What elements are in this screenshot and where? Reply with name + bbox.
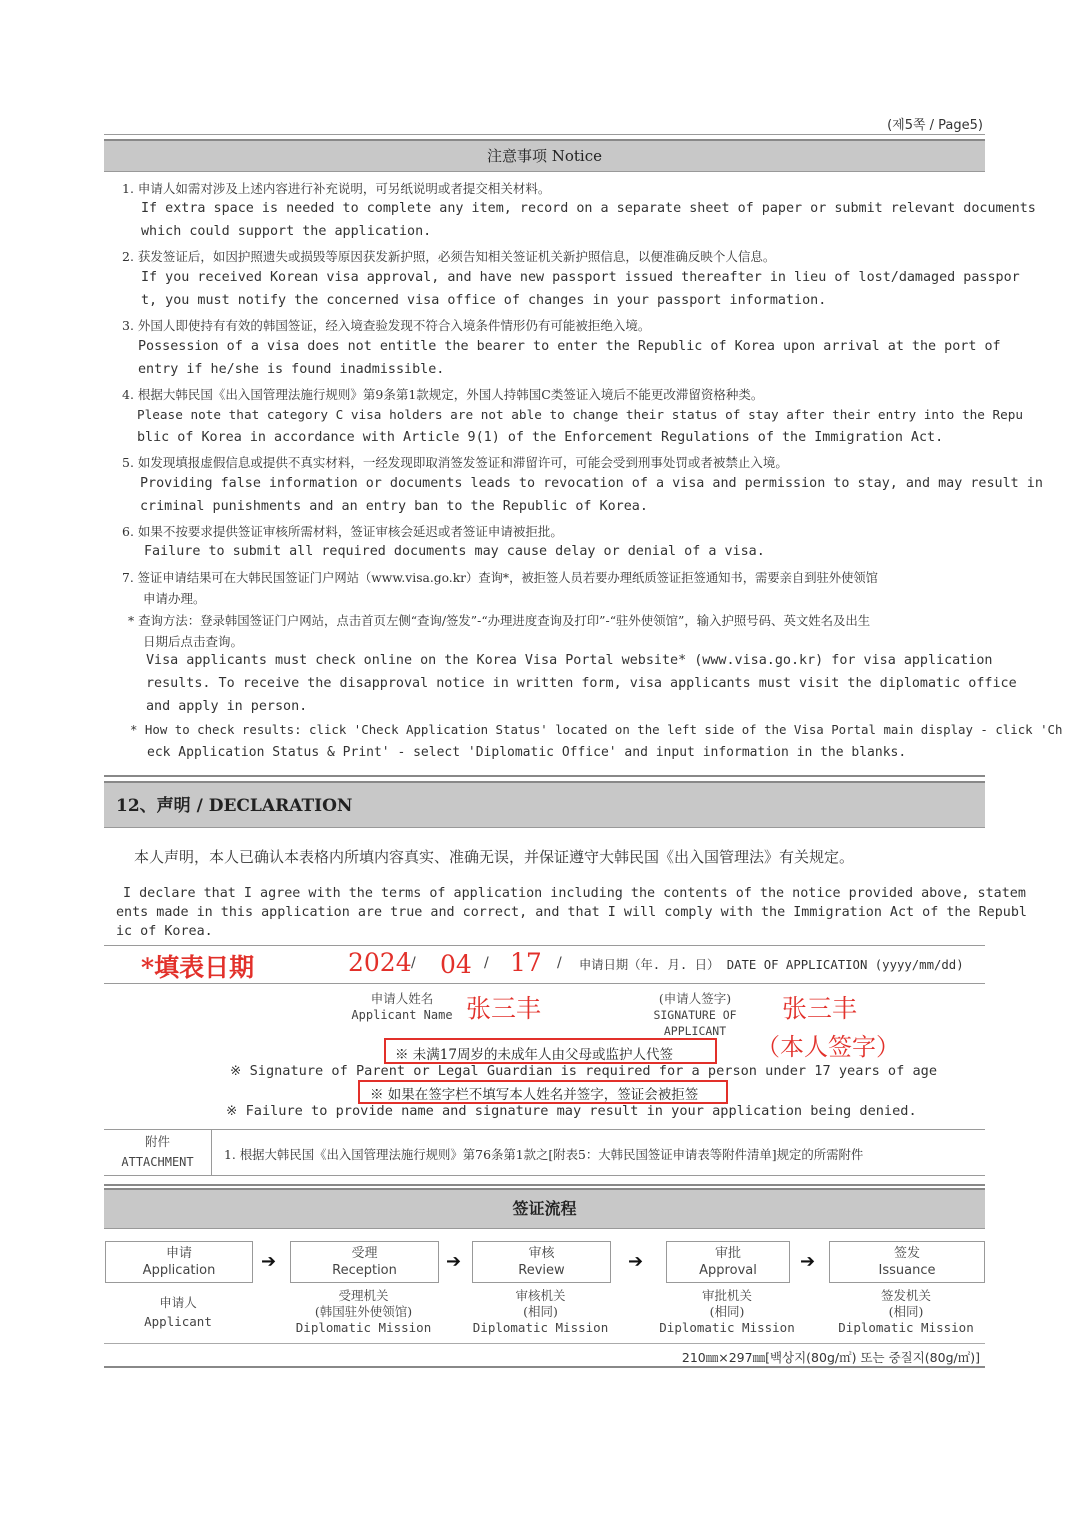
party-sub: (相同) <box>888 1304 924 1319</box>
arrow-icon: ➔ <box>261 1251 277 1272</box>
date-slash: / <box>411 955 416 971</box>
notice-item-6-cn: 6. 如果不按要求提供签证审核所需材料，签证审核会延迟或者签证申请被拒批。 <box>122 524 563 539</box>
signature-label <box>620 991 770 1039</box>
notice-item-1-en: If extra space is needed to complete any item, record on a separate sheet of paper or submit relevant documents <box>141 201 1036 216</box>
notice-item-7-howto-cn: 日期后点击查询。 <box>143 634 244 649</box>
notice-item-4-en: blic of Korea in accordance with Article 9(1) of the Enforcement Regulations of the Immigration Act. <box>137 430 944 445</box>
party-approval <box>652 1288 802 1336</box>
step-reception-en: Reception <box>332 1263 397 1278</box>
notice-item-5-en: criminal punishments and an entry ban to the Republic of Korea. <box>140 499 648 514</box>
notice-item-5-en: Providing false information or documents leads to revocation of a visa and permission to stay, and may result in <box>140 476 1043 491</box>
party-en: Diplomatic Mission <box>472 1320 609 1335</box>
notice-header <box>104 139 985 172</box>
fill-date-label: *填表日期 <box>141 953 255 982</box>
top-rule <box>104 134 985 135</box>
party-reception <box>280 1288 447 1336</box>
notice-item-7-cn: 申请办理。 <box>143 591 206 606</box>
party-application <box>105 1295 251 1330</box>
minor-notice-cn: ※ 未满17周岁的未成年人由父母或监护人代签 <box>395 1047 673 1063</box>
attachment-top-rule <box>104 1129 985 1130</box>
notice-item-7-howto-cn: * 查询方法：登录韩国签证门户网站，点击首页左侧“查询/签发”-“办理进度查询及打印”-“驻外使领馆”，输入护照号码、英文姓名及出生 <box>128 613 871 628</box>
signature-note: （本人签字） <box>756 1033 900 1061</box>
applicant-name-label-en: Applicant Name <box>351 1008 453 1022</box>
signature-value[interactable]: 张三丰 <box>782 994 858 1023</box>
step-application <box>105 1241 253 1283</box>
notice-item-7-cn: 7. 签证申请结果可在大韩民国签证门户网站（www.visa.go.kr）查询*，被拒签人员若要办理纸质签证拒签通知书，需要亲自到驻外使领馆 <box>122 571 878 585</box>
divider <box>104 775 985 777</box>
party-cn: 受理机关 <box>338 1288 389 1303</box>
notice-item-3-en: entry if he/she is found inadmissible. <box>138 362 445 377</box>
notice-item-1-cn: 1. 申请人如需对涉及上述内容进行补充说明，可另纸说明或者提交相关材料。 <box>122 181 551 196</box>
step-review <box>472 1241 611 1283</box>
notice-item-7-en: Visa applicants must check online on the Korea Visa Portal website* (www.visa.go.kr) for visa application <box>146 653 993 668</box>
notice-item-7-en: results. To receive the disapproval notice in written form, visa applicants must visit the diplomatic office <box>146 676 1017 691</box>
declaration-header <box>104 781 985 828</box>
party-en: Diplomatic Mission <box>838 1320 974 1335</box>
deny-notice-cn: ※ 如果在签字栏不填写本人姓名并签字，签证会被拒签 <box>370 1087 699 1103</box>
party-issuance <box>829 1288 983 1336</box>
step-reception <box>290 1241 439 1283</box>
arrow-icon: ➔ <box>800 1251 816 1272</box>
process-title: 签证流程 <box>512 1199 577 1218</box>
date-slash: / <box>557 955 562 971</box>
notice-item-5-cn: 5. 如发现填报虚假信息或提供不真实材料，一经发现即取消签发签证和滞留许可，可能会受到刑事处罚或者被禁止入境。 <box>122 455 788 470</box>
declaration-cn: 本人声明，本人已确认本表格内所填内容真实、准确无误，并保证遵守大韩民国《出入国管理法》有关规定。 <box>134 848 855 866</box>
page-number: (제5쪽 / Page5) <box>887 118 983 133</box>
footer-top-rule <box>104 1343 985 1344</box>
party-review <box>467 1288 614 1336</box>
notice-item-7-en: and apply in person. <box>146 699 308 714</box>
party-cn: 申请人 <box>159 1295 197 1310</box>
party-sub: (韩国驻外使领馆) <box>314 1304 413 1319</box>
party-sub: (相同) <box>709 1304 745 1319</box>
notice-item-3-en: Possession of a visa does not entitle the bearer to enter the Republic of Korea upon arrival at the port of <box>138 339 1001 354</box>
notice-item-1-en: which could support the application. <box>141 224 432 239</box>
step-reception-cn: 受理 <box>351 1246 378 1261</box>
party-en: Diplomatic Mission <box>295 1320 432 1335</box>
attachment-bottom-rule <box>104 1175 985 1176</box>
step-approval <box>666 1241 790 1283</box>
arrow-icon: ➔ <box>446 1251 462 1272</box>
step-issuance-cn: 签发 <box>893 1246 920 1261</box>
applicant-name-value[interactable]: 张三丰 <box>466 994 542 1023</box>
party-cn: 签发机关 <box>880 1288 931 1303</box>
step-application-cn: 申请 <box>165 1246 192 1261</box>
party-sub: (相同) <box>523 1304 558 1319</box>
declaration-en: I declare that I agree with the terms of application including the contents of the notice provided above, statem <box>123 886 1026 901</box>
attachment-label-cn: 附件 <box>144 1134 170 1149</box>
party-en: Diplomatic Mission <box>659 1320 795 1335</box>
notice-item-2-en: If you received Korean visa approval, and have new passport issued thereafter in lieu of lost/damaged passpor <box>141 270 1020 285</box>
process-header <box>104 1188 985 1229</box>
party-en: Applicant <box>144 1314 212 1329</box>
attachment-label <box>104 1134 211 1170</box>
party-cn: 审核机关 <box>515 1288 566 1303</box>
step-issuance-en: Issuance <box>878 1263 936 1278</box>
date-slash: / <box>484 955 489 971</box>
declaration-en: ic of Korea. <box>116 924 213 939</box>
date-day[interactable]: 17 <box>510 948 542 977</box>
paper-spec: 210㎜×297㎜[백상지(80g/㎡) 또는 중질지(80g/㎡)] <box>681 1350 980 1365</box>
step-issuance <box>829 1241 985 1283</box>
attachment-text: 1. 根据大韩民国《出入国管理法施行规则》第76条第1款之[附表5：大韩民国签证申请表等附件清单]规定的所需附件 <box>224 1147 864 1162</box>
step-review-cn: 审核 <box>528 1246 555 1261</box>
notice-item-6-en: Failure to submit all required documents may cause delay or denial of a visa. <box>144 544 765 559</box>
notice-item-2-cn: 2. 获发签证后，如因护照遗失或损毁等原因获发新护照，必须告知相关签证机关新护照信息，以便准确反映个人信息。 <box>122 249 776 264</box>
declaration-en: ents made in this application are true and correct, and that I will comply with the Immigration Act of the Republ <box>116 905 1027 920</box>
applicant-name-label-cn: 申请人姓名 <box>370 991 434 1006</box>
notice-item-4-en: Please note that category C visa holders are not able to change their status of stay after their entry into the Repu <box>137 407 1024 422</box>
date-of-application-label: 申请日期（年. 月. 日） DATE OF APPLICATION (yyyy/mm/dd) <box>579 958 964 972</box>
signature-label-en: SIGNATURE OF APPLICANT <box>653 1008 737 1038</box>
notice-item-2-en: t, you must notify the concerned visa office of changes in your passport information. <box>141 293 827 308</box>
arrow-icon: ➔ <box>628 1251 644 1272</box>
minor-notice-en: ※ Signature of Parent or Legal Guardian is required for a person under 17 years of age <box>230 1063 938 1079</box>
date-month[interactable]: 04 <box>440 950 472 979</box>
step-review-en: Review <box>518 1263 565 1278</box>
step-approval-cn: 审批 <box>714 1246 741 1261</box>
footer-bottom-rule <box>104 1366 985 1368</box>
notice-title: 注意事项 Notice <box>486 147 603 165</box>
date-year[interactable]: 2024 <box>348 948 412 977</box>
step-application-en: Application <box>142 1263 216 1278</box>
attachment-label-en: ATTACHMENT <box>121 1155 194 1169</box>
date-bottom-rule <box>104 983 985 984</box>
attachment-divider <box>211 1129 212 1175</box>
applicant-name-label <box>350 991 454 1023</box>
notice-item-7-howto-en: eck Application Status & Print' - select 'Diplomatic Office' and input information in the blanks. <box>147 745 907 760</box>
date-top-rule <box>104 945 985 946</box>
deny-notice-en: ※ Failure to provide name and signature may result in your application being denied. <box>226 1103 917 1119</box>
notice-item-4-cn: 4. 根据大韩民国《出入国管理法施行规则》第9条第1款规定，外国人持韩国C类签证入境后不能更改滞留资格种类。 <box>122 387 764 402</box>
declaration-title: 12、声明 / DECLARATION <box>116 796 353 816</box>
party-cn: 审批机关 <box>701 1288 752 1303</box>
step-approval-en: Approval <box>699 1263 757 1278</box>
signature-label-cn: (申请人签字) <box>658 991 732 1006</box>
divider <box>104 1184 985 1186</box>
notice-item-7-howto-en: * How to check results: click 'Check Application Status' located on the left side of the Visa Portal main display - click 'Ch <box>130 722 1063 737</box>
notice-item-3-cn: 3. 外国人即使持有有效的韩国签证，经入境查验发现不符合入境条件情形仍有可能被拒绝入境。 <box>122 318 651 333</box>
